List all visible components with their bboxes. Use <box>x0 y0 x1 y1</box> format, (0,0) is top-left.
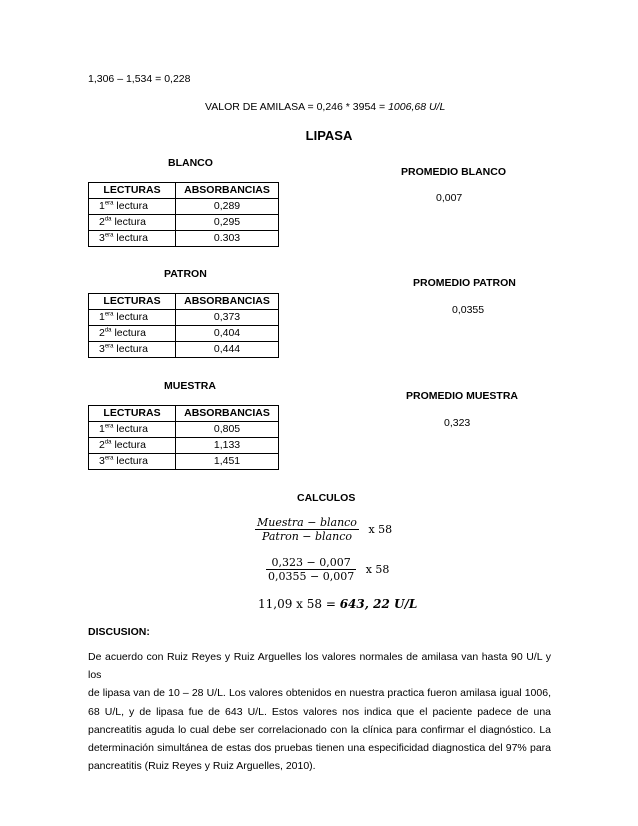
discusion-line: de lipasa van de 10 – 28 U/L. Los valores obtenidos en nuestra practica fueron amilasa igual 1006, <box>88 687 551 700</box>
header-absorbancias: ABSORBANCIAS <box>176 183 279 199</box>
table-title-patron: PATRON <box>164 268 207 280</box>
row-ordinal: da <box>104 439 112 446</box>
table-row <box>89 310 279 326</box>
row-number: 3 <box>99 455 105 467</box>
promedio-blanco-label: PROMEDIO BLANCO <box>401 166 506 178</box>
calculation-result-prefix: 11,09 x 58 = <box>258 597 340 611</box>
row-ordinal: era <box>104 200 114 207</box>
table-row <box>89 438 279 454</box>
row-label: lectura <box>111 439 146 451</box>
row-label: lectura <box>113 232 148 244</box>
formula-substituted-denominator: 0,0355 − 0,007 <box>268 570 355 583</box>
table-row <box>89 454 279 470</box>
amilasa-value-result: 1006,68 U/L <box>388 101 446 113</box>
row-label: lectura <box>111 216 146 228</box>
header-lecturas: LECTURAS <box>89 183 176 199</box>
row-value: 0,805 <box>176 422 279 438</box>
row-ordinal: da <box>104 327 112 334</box>
table-row <box>89 422 279 438</box>
promedio-muestra-value: 0,323 <box>444 417 471 429</box>
row-ordinal: era <box>104 232 114 239</box>
discusion-line: 68 U/L, y de lipasa fue de 643 U/L. Estos valores nos indica que el paciente padece de una <box>88 705 551 718</box>
row-ordinal: era <box>104 311 114 318</box>
row-label: lectura <box>113 423 148 435</box>
row-number: 1 <box>99 200 105 212</box>
formula-substituted-fraction <box>266 556 356 583</box>
row-value: 0,404 <box>176 326 279 342</box>
section-title-lipasa: LIPASA <box>305 128 353 143</box>
row-number: 2 <box>99 327 105 339</box>
row-number: 2 <box>99 216 105 228</box>
discusion-line: determinación simultánea de estas dos pruebas tienen una especificidad diagnostica del 97% para <box>88 742 551 755</box>
row-number: 1 <box>99 423 105 435</box>
muestra-table <box>88 405 279 470</box>
row-number: 1 <box>99 311 105 323</box>
promedio-patron-value: 0,0355 <box>452 304 485 316</box>
row-value: 0,373 <box>176 310 279 326</box>
calculation-result-line <box>258 597 417 611</box>
formula-general-denominator: Patron − blanco <box>261 530 352 543</box>
table-row <box>89 326 279 342</box>
row-value: 0,444 <box>176 342 279 358</box>
row-number: 3 <box>99 232 105 244</box>
row-value: 0,289 <box>176 199 279 215</box>
formula-substituted <box>266 556 389 583</box>
promedio-blanco-value: 0,007 <box>436 192 463 204</box>
row-value: 0,295 <box>176 215 279 231</box>
row-ordinal: era <box>104 455 114 462</box>
row-label: lectura <box>113 455 148 467</box>
formula-general-multiplier: x 58 <box>368 522 393 536</box>
header-lecturas: LECTURAS <box>89 294 176 310</box>
table-row <box>89 199 279 215</box>
formula-general-numerator: Muestra − blanco <box>257 516 357 529</box>
row-label: lectura <box>113 311 148 323</box>
top-calculation-line: 1,306 – 1,534 = 0,228 <box>88 73 191 85</box>
row-label: lectura <box>113 200 148 212</box>
discusion-line: pancreatitis aguda lo cual debe ser correlacionado con la clínica para confirmar el diagnóstico. La <box>88 723 551 736</box>
header-lecturas: LECTURAS <box>89 406 176 422</box>
row-label: lectura <box>111 327 146 339</box>
formula-substituted-numerator: 0,323 − 0,007 <box>266 556 356 570</box>
patron-table <box>88 293 279 358</box>
header-absorbancias: ABSORBANCIAS <box>176 294 279 310</box>
discusion-title: DISCUSION: <box>88 626 150 638</box>
table-row <box>89 231 279 247</box>
formula-substituted-multiplier: x 58 <box>365 562 390 576</box>
amilasa-value-line <box>205 101 445 113</box>
promedio-muestra-label: PROMEDIO MUESTRA <box>406 390 519 402</box>
calculation-result-value: 643, 22 U/L <box>339 597 418 611</box>
formula-general-fraction <box>255 516 359 543</box>
table-title-muestra: MUESTRA <box>164 380 216 392</box>
row-ordinal: era <box>104 423 114 430</box>
discusion-line: De acuerdo con Ruiz Reyes y Ruiz Arguelles los valores normales de amilasa van hasta 90 U/L y los <box>88 651 551 682</box>
table-title-blanco: BLANCO <box>168 157 213 169</box>
row-ordinal: era <box>104 343 114 350</box>
row-label: lectura <box>113 343 148 355</box>
row-ordinal: da <box>104 216 112 223</box>
row-value: 1,133 <box>176 438 279 454</box>
table-row <box>89 342 279 358</box>
row-number: 2 <box>99 439 105 451</box>
header-absorbancias: ABSORBANCIAS <box>176 406 279 422</box>
formula-general <box>255 516 392 543</box>
row-value: 1,451 <box>176 454 279 470</box>
blanco-table <box>88 182 279 247</box>
amilasa-value-prefix: VALOR DE AMILASA = 0,246 * 3954 = <box>205 101 389 113</box>
row-number: 3 <box>99 343 105 355</box>
table-row <box>89 215 279 231</box>
discusion-paragraph <box>88 648 551 775</box>
row-value: 0.303 <box>176 231 279 247</box>
discusion-line: pancreatitis (Ruiz Reyes y Ruiz Arguelles, 2010). <box>88 760 316 773</box>
calculos-title: CALCULOS <box>297 492 356 504</box>
promedio-patron-label: PROMEDIO PATRON <box>413 277 516 289</box>
